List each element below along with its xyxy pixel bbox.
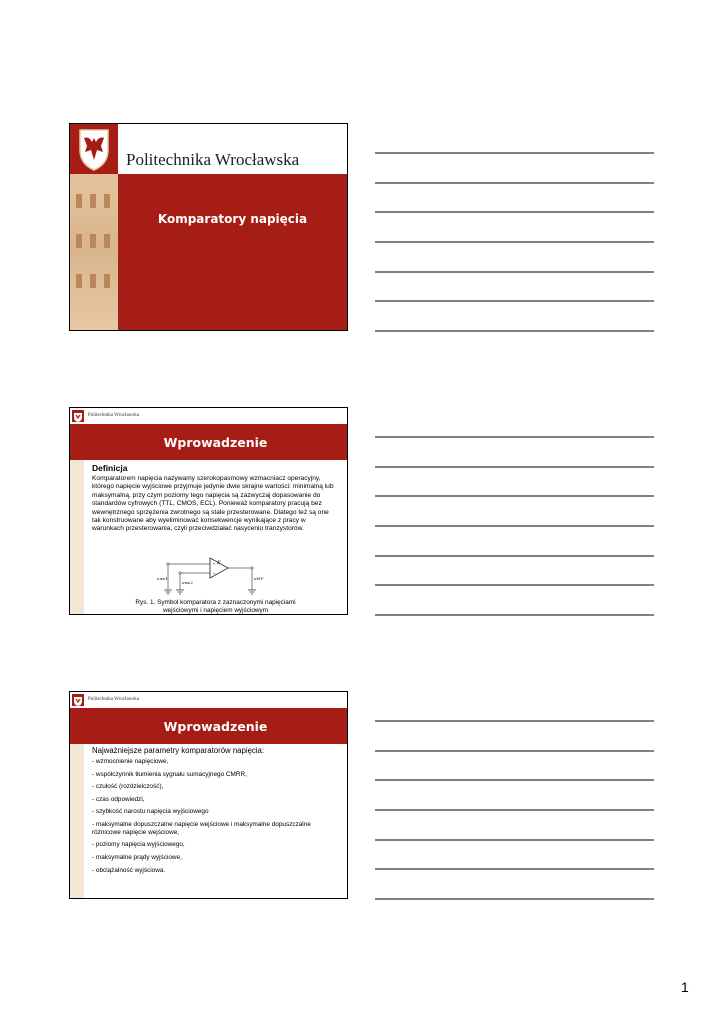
list-item: - czas odpowiedzi,	[92, 795, 145, 803]
page-number: 1	[681, 979, 689, 995]
title-band	[118, 174, 347, 330]
parameters-list	[92, 758, 339, 874]
svg-text:+: +	[212, 562, 216, 566]
header-institution: Politechnika Wrocławska	[88, 413, 139, 418]
list-item: - maksymalne prądy wyjściowe,	[92, 853, 182, 861]
eagle-crest-logo	[70, 124, 118, 174]
parameters-intro: Najważniejsze parametry komparatorów napięcia:	[92, 746, 265, 755]
institution-name: Politechnika Wrocławska	[126, 150, 300, 169]
side-strip-light	[70, 460, 84, 614]
list-item: - maksymalne dopuszczalne napięcie wejściowe i maksymalne dopuszczalne różnicowe napięcie wejściowe,	[92, 820, 311, 836]
list-item: - wzmocnienie napięciowe,	[92, 758, 169, 765]
note-lines-group-3	[375, 721, 654, 899]
list-item: - obciążalność wyjściowa.	[92, 866, 166, 874]
slide-title: Wprowadzenie	[163, 435, 268, 450]
eagle-crest-icon	[72, 410, 84, 422]
slide-title: Komparatory napięcia	[157, 212, 308, 226]
caption-line: wejściowymi i napięciem wyjściowym	[162, 607, 269, 614]
input1-label: uwe1	[157, 576, 168, 581]
definition-slide	[69, 407, 348, 615]
figure-caption	[92, 599, 339, 615]
title-slide	[69, 123, 348, 331]
note-lines-group-2	[375, 437, 654, 615]
side-strip	[70, 708, 84, 744]
header-institution: Politechnika Wrocławska	[88, 697, 139, 702]
definition-body	[92, 463, 339, 534]
title-band	[84, 424, 347, 460]
side-strip	[70, 424, 84, 460]
title-band	[84, 708, 347, 744]
svg-text:−: −	[212, 571, 216, 576]
note-lines-group-1	[375, 153, 654, 331]
output-label: uWY	[254, 576, 264, 581]
list-item: - czułość (rozdzielczość),	[92, 783, 164, 791]
caption-line: Rys. 1. Symbol komparatora z zaznaczonymi napięciami	[135, 599, 296, 606]
list-item: - współczynnik tłumienia sygnału sumacyjnego CMRR,	[92, 770, 247, 778]
list-item: - poziomy napięcia wyjściowego,	[92, 841, 185, 849]
definition-heading: Definicja	[92, 463, 128, 473]
eagle-crest-icon	[72, 694, 84, 706]
parameters-body	[92, 746, 339, 879]
side-strip-light	[70, 744, 84, 898]
parameters-slide	[69, 691, 348, 899]
input2-label: uwe2	[182, 580, 193, 585]
slide-title: Wprowadzenie	[163, 719, 268, 734]
definition-text: Komparatorem napięcia nazywamy szerokopasmowy wzmacniacz operacyjny, którego napięcie wyjściowe przyjmuje jedynie dwie skrajne wartości: minimalną lub maksymalną, przy czym poziomy tego napięcia są zazwyczaj dopasowanie do standardów cyfrowych (TTL, CMOS, ECL). Ponieważ komparatory pracują bez wewnętrznego sprzężenia zwrotnego są stale przesterowane. Dlatego też są one tak konstruowane aby wyeliminować konsekwencje wynikające z pracy w warunkach przesterowania, czyli przeciwdziałać nasyceniu tranzystorów.	[92, 475, 334, 533]
list-item: - szybkość narostu napięcia wyjściowego	[92, 808, 209, 816]
comparator-symbol-diagram	[156, 556, 266, 598]
gain-label: K	[217, 560, 221, 566]
